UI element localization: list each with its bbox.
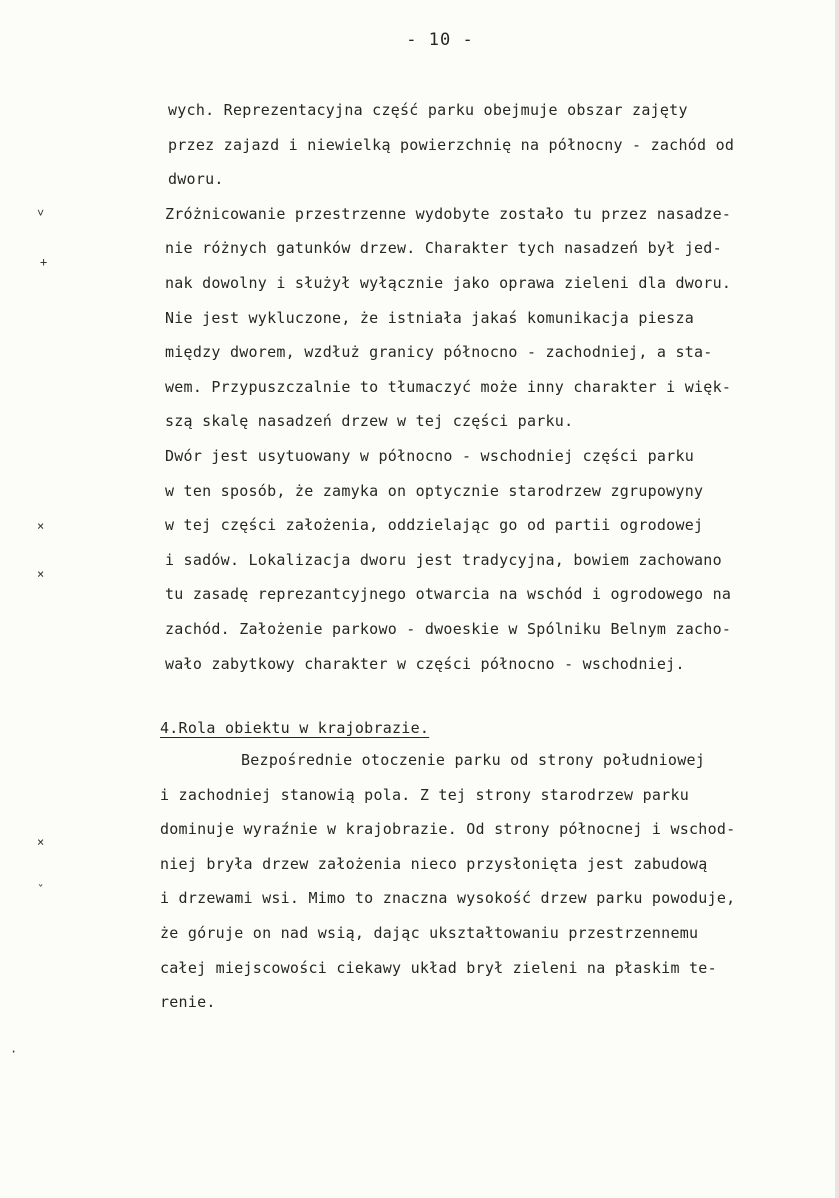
margin-tick-mark: × bbox=[37, 519, 45, 533]
text-line: niej bryła drzew założenia nieco przysłonięta jest zabudową bbox=[160, 854, 708, 873]
text-line: że góruje on nad wsią, dając ukształtowaniu przestrzennemu bbox=[160, 924, 699, 942]
text-line: całej miejscowości ciekawy układ brył zieleni na płaskim te- bbox=[160, 958, 717, 977]
margin-dot-mark: · bbox=[10, 1045, 18, 1059]
page-edge bbox=[835, 0, 839, 1198]
text-line: wem. Przypuszczalnie to tłumaczyć może inny charakter i więk- bbox=[165, 377, 732, 396]
text-line: i sadów. Lokalizacja dworu jest tradycyjna, bowiem zachowano bbox=[165, 550, 722, 569]
text-line: i drzewami wsi. Mimo to znaczna wysokość drzew parku powoduje, bbox=[160, 889, 736, 908]
margin-tick-mark: ˅ bbox=[37, 206, 45, 220]
text-line: między dworem, wzdłuż granicy północno - zachodniej, a sta- bbox=[165, 343, 713, 362]
text-line: w tej części założenia, oddzielając go od partii ogrodowej bbox=[165, 516, 704, 535]
text-line: szą skalę nasadzeń drzew w tej części parku. bbox=[165, 412, 574, 431]
text-line: Nie jest wykluczone, że istniała jakaś komunikacja piesza bbox=[165, 308, 695, 327]
text-line: tu zasadę reprezantcyjnego otwarcia na wschód i ogrodowego na bbox=[165, 585, 732, 604]
text-line: renie. bbox=[160, 993, 216, 1012]
margin-tick-mark: × bbox=[37, 835, 45, 849]
text-line: nie różnych gatunków drzew. Charakter tych nasadzeń był jed- bbox=[165, 239, 722, 258]
margin-tick-mark: × bbox=[37, 567, 45, 581]
text-line: zachód. Założenie parkowo - dwoeskie w Spólniku Belnym zacho- bbox=[165, 620, 732, 638]
text-line: Zróżnicowanie przestrzenne wydobyte zostało tu przez nasadze- bbox=[165, 204, 732, 223]
text-line: i zachodniej stanowią pola. Z tej strony starodrzew parku bbox=[160, 785, 690, 804]
text-line: dominuje wyraźnie w krajobrazie. Od strony północnej i wschod- bbox=[160, 820, 736, 839]
text-line: dworu. bbox=[168, 170, 224, 189]
margin-tick-mark: ˇ bbox=[37, 883, 45, 897]
text-line: przez zajazd i niewielką powierzchnię na północny - zachód od bbox=[168, 135, 735, 154]
text-line: wało zabytkowy charakter w części północno - wschodniej. bbox=[165, 654, 685, 673]
text-line: wych. Reprezentacyjna część parku obejmuje obszar zajęty bbox=[168, 101, 688, 119]
margin-tick-mark: + bbox=[40, 255, 48, 269]
text-line: nak dowolny i służył wyłącznie jako oprawa zieleni dla dworu. bbox=[165, 274, 732, 292]
text-line: w ten sposób, że zamyka on optycznie starodrzew zgrupowyny bbox=[165, 481, 704, 500]
page-number: - 10 - bbox=[406, 30, 474, 50]
text-line: Bezpośrednie otoczenie parku od strony południowej bbox=[241, 751, 706, 769]
section-heading: 4.Rola obiektu w krajobrazie. bbox=[160, 719, 430, 737]
text-line: Dwór jest usytuowany w północno - wschodniej części parku bbox=[165, 447, 695, 465]
